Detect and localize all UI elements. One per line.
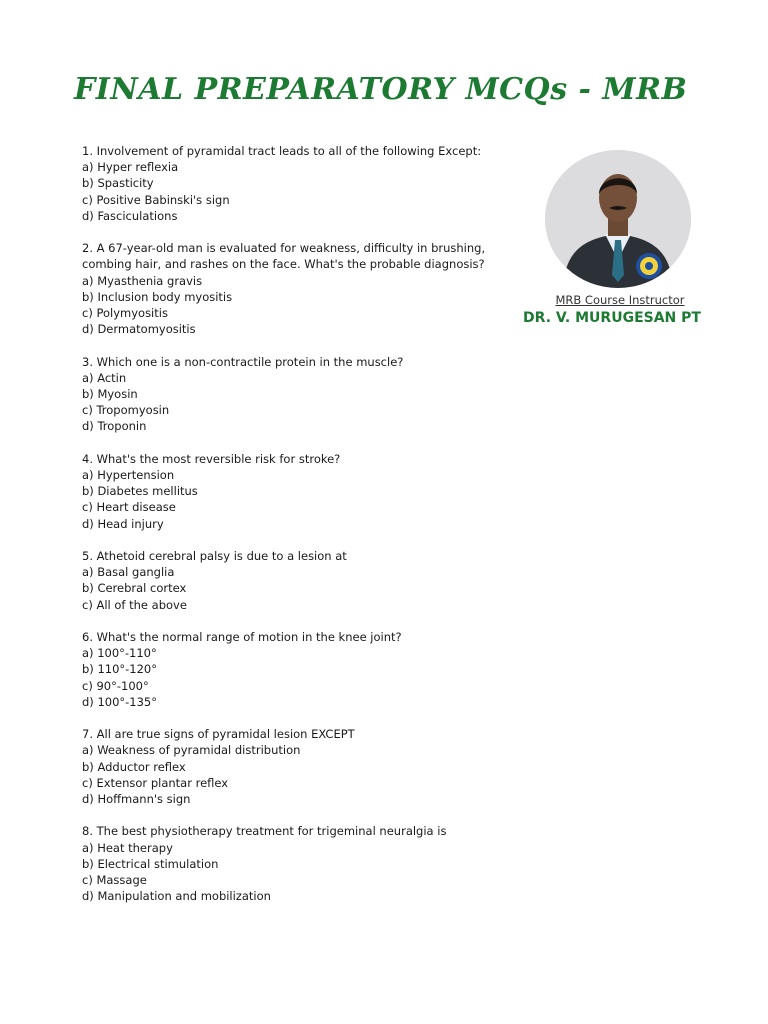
question-8 [82,823,502,904]
option-b: b) Myosin [82,387,138,402]
question-text: 7. All are true signs of pyramidal lesion EXCEPT [82,727,355,742]
option-a: a) Weakness of pyramidal distribution [82,743,301,758]
option-d: d) Manipulation and mobilization [82,889,271,904]
option-a: a) Basal ganglia [82,565,175,580]
instructor-photo [545,150,691,288]
option-b: b) Cerebral cortex [82,581,187,596]
question-text: 4. What's the most reversible risk for stroke? [82,451,341,466]
question-2 [82,240,502,337]
option-a: a) Hypertension [82,468,175,483]
option-b: b) 110°-120° [82,662,157,677]
question-text: 2. A 67-year-old man is evaluated for weakness, difficulty in brushing, combing hair, and rashes on the face. What's the probable diagnosis? [82,241,486,272]
instructor-name: DR. V. MURUGESAN PT [523,310,701,326]
question-4 [82,451,502,532]
option-c: c) 90°-100° [82,678,149,693]
option-a: a) Hyper reflexia [82,160,179,175]
question-list [82,143,502,921]
option-d: d) Troponin [82,419,147,434]
option-b: b) Inclusion body myositis [82,289,233,304]
question-text: 8. The best physiotherapy treatment for trigeminal neuralgia is [82,824,447,839]
question-1 [82,143,502,224]
question-7 [82,726,502,807]
option-b: b) Diabetes mellitus [82,484,198,499]
option-b: b) Spasticity [82,176,154,191]
option-d: d) Hoffmann's sign [82,792,191,807]
question-text: 6. What's the normal range of motion in the knee joint? [82,630,402,645]
question-text: 3. Which one is a non-contractile protein in the muscle? [82,354,404,369]
option-d: d) Fasciculations [82,208,178,223]
question-text: 5. Athetoid cerebral palsy is due to a lesion at [82,549,347,564]
option-c: c) Extensor plantar reflex [82,775,229,790]
option-c: c) Positive Babinski's sign [82,192,230,207]
option-a: a) Heat therapy [82,840,173,855]
page-title: FINAL PREPARATORY MCQs - MRB [74,72,688,107]
option-a: a) Actin [82,370,127,385]
option-d: d) Dermatomyositis [82,322,196,337]
option-c: c) Massage [82,873,147,888]
option-d: d) 100°-135° [82,694,157,709]
option-c: c) Tropomyosin [82,403,170,418]
question-6 [82,629,502,710]
question-3 [82,354,502,435]
option-c: c) Polymyositis [82,306,168,321]
option-b: b) Adductor reflex [82,759,186,774]
option-c: c) Heart disease [82,500,176,515]
question-5 [82,548,502,613]
option-d: d) Head injury [82,516,164,531]
option-b: b) Electrical stimulation [82,856,219,871]
option-c: c) All of the above [82,597,187,612]
instructor-role: MRB Course Instructor [555,293,685,307]
option-a: a) 100°-110° [82,646,157,661]
option-a: a) Myasthenia gravis [82,273,203,288]
question-text: 1. Involvement of pyramidal tract leads to all of the following Except: [82,144,482,158]
